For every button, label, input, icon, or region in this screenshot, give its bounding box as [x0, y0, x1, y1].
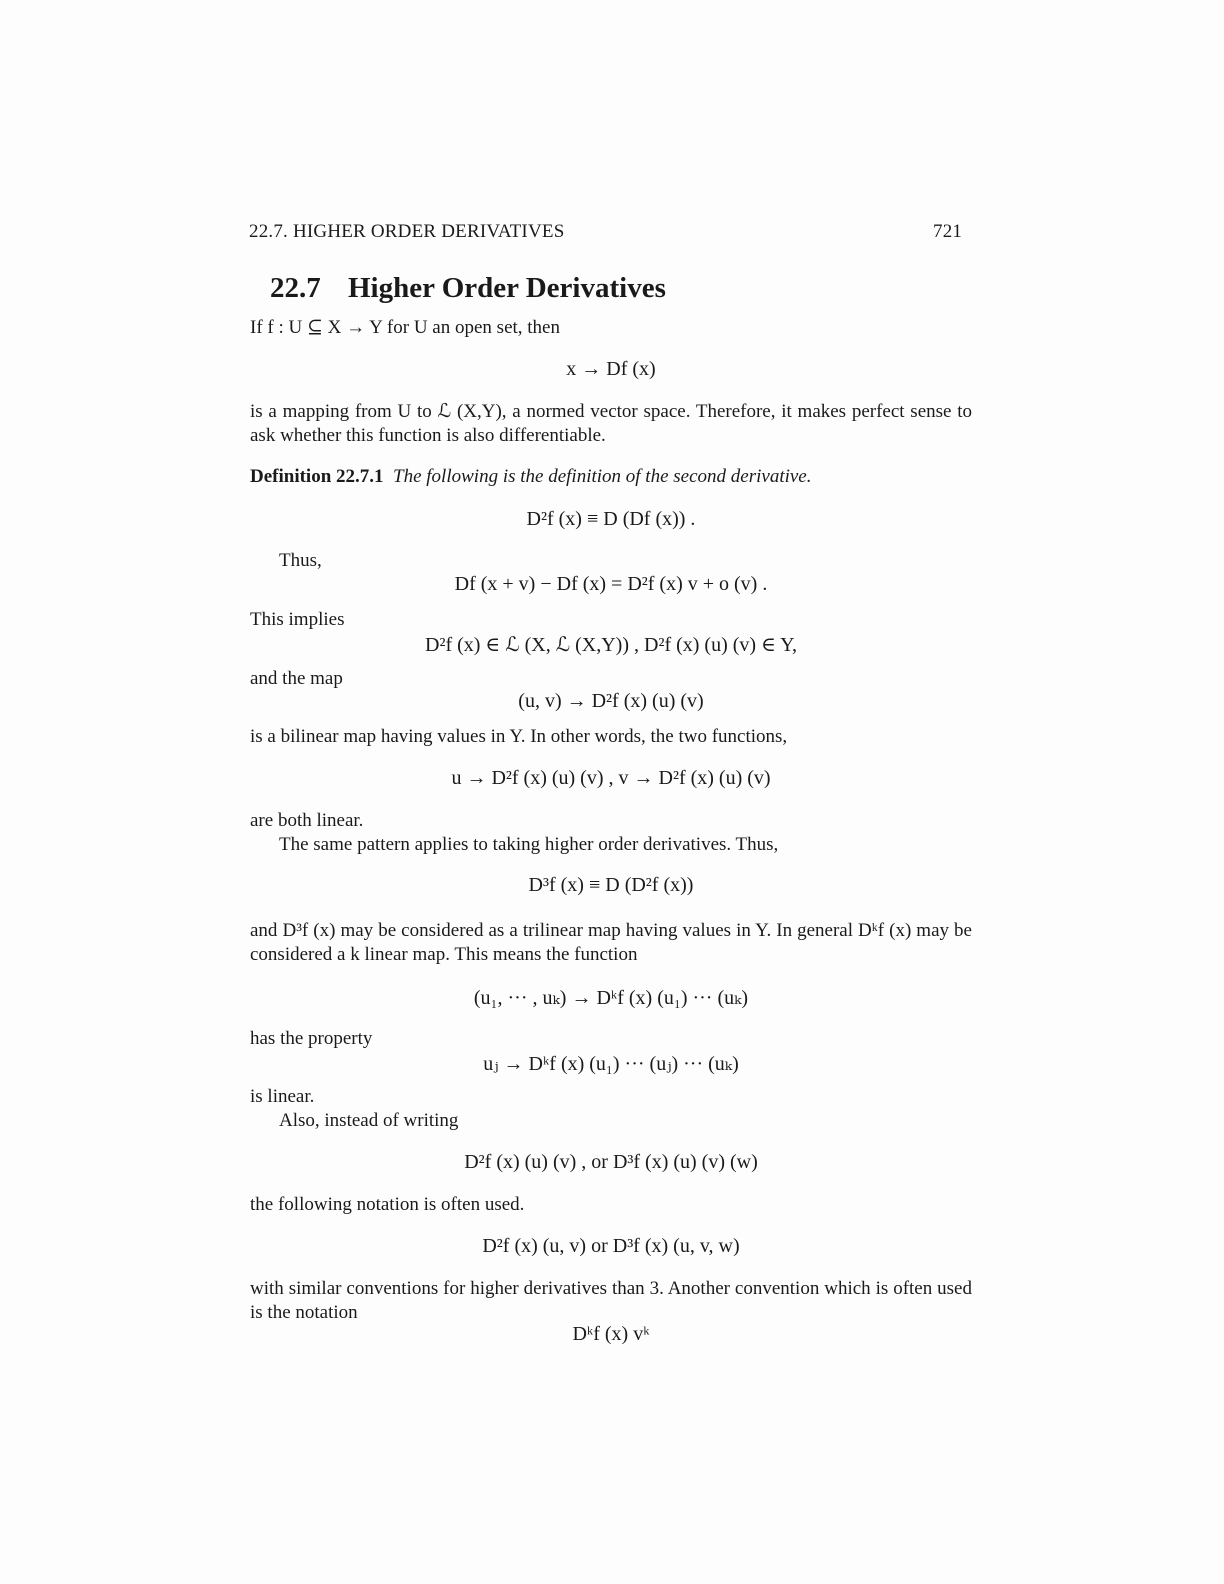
equation-9: uⱼ → Dᵏf (x) (u₁) ··· (uⱼ) ··· (uₖ) [483, 1053, 739, 1075]
paragraph-bilinear: is a bilinear map having values in Y. In other words, the two functions, [250, 726, 788, 747]
equation-3: Df (x + v) − Df (x) = D²f (x) v + o (v) . [454, 573, 768, 595]
equation-6: u → D²f (x) (u) (v) , v → D²f (x) (u) (v) [451, 767, 771, 789]
text-both-linear: are both linear. [250, 810, 364, 831]
section-title: Higher Order Derivatives [348, 272, 666, 304]
text-this-implies: This implies [250, 609, 345, 630]
text-notation: the following notation is often used. [250, 1194, 525, 1215]
text-has-property: has the property [250, 1028, 373, 1049]
definition-text: The following is the definition of the second derivative. [393, 466, 812, 487]
text-is-linear: is linear. [250, 1086, 315, 1107]
running-header: 22.7. HIGHER ORDER DERIVATIVES [249, 221, 565, 242]
paragraph-similar: with similar conventions for higher derivatives than 3. Another convention which is often used is the notation [250, 1278, 972, 1323]
text-thus: Thus, [279, 550, 322, 571]
equation-12: Dᵏf (x) vᵏ [572, 1323, 650, 1345]
text-instead: Also, instead of writing [279, 1110, 459, 1131]
paragraph-mapping: is a mapping from U to ℒ (X,Y), a normed vector space. Therefore, it makes perfect sense to ask whether this function is also differentiable. [250, 401, 972, 446]
equation-4: D²f (x) ∈ ℒ (X, ℒ (X,Y)) , D²f (x) (u) (v) ∈ Y, [425, 634, 797, 656]
text-same-pattern: The same pattern applies to taking higher order derivatives. Thus, [279, 834, 779, 855]
text-and-the-map: and the map [250, 668, 343, 689]
equation-8: (u₁, ··· , uₖ) → Dᵏf (x) (u₁) ··· (uₖ) [473, 987, 749, 1009]
section-number: 22.7 [270, 272, 321, 304]
equation-7: D³f (x) ≡ D (D²f (x)) [528, 874, 694, 896]
equation-1: x → Df (x) [566, 358, 656, 380]
equation-10: D²f (x) (u) (v) , or D³f (x) (u) (v) (w) [464, 1151, 758, 1173]
equation-11: D²f (x) (u, v) or D³f (x) (u, v, w) [482, 1235, 740, 1257]
equation-5: (u, v) → D²f (x) (u) (v) [518, 690, 704, 712]
page-number: 721 [933, 221, 963, 242]
definition-22-7-1 [250, 465, 972, 489]
paragraph-intro: If f : U ⊆ X → Y for U an open set, then [250, 317, 560, 338]
definition-label: Definition 22.7.1 [250, 466, 384, 487]
equation-2: D²f (x) ≡ D (Df (x)) . [526, 508, 696, 530]
section-heading [270, 272, 666, 305]
paragraph-trilinear: and D³f (x) may be considered as a trilinear map having values in Y. In general Dᵏf (x) may be considered a k linear map. This means the function [250, 920, 972, 965]
